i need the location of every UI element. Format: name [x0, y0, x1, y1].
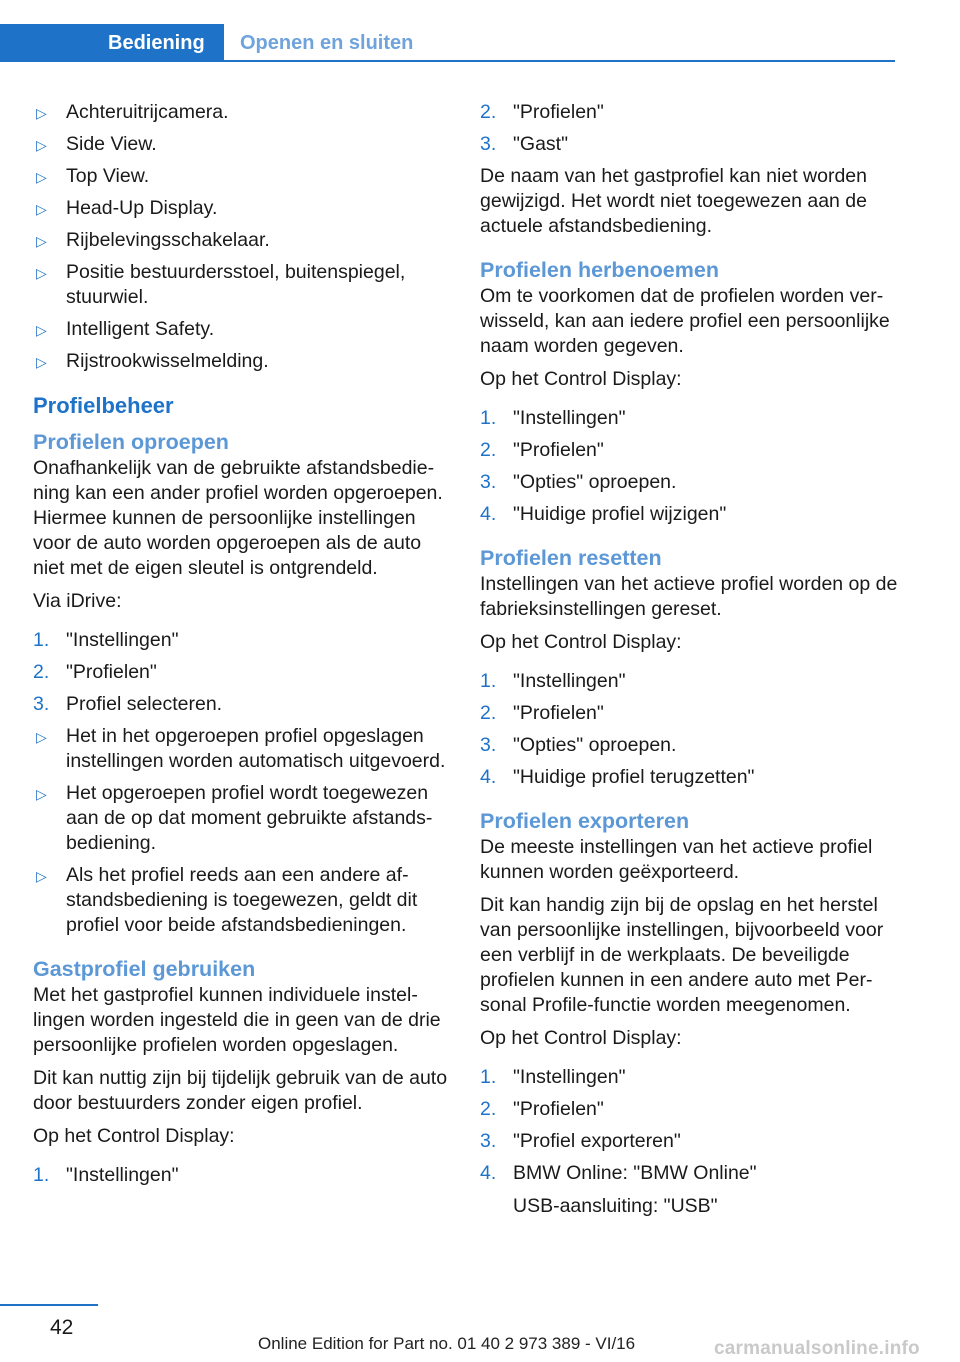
triangle-bullet-icon: ▷	[36, 137, 47, 153]
heading-profielbeheer: Profielbeheer	[33, 393, 174, 418]
list-item: 3. "Gast"	[480, 133, 569, 155]
list-item: 1. "Instellingen"	[480, 1066, 626, 1088]
footer-rule	[0, 1304, 98, 1306]
list-item: 3. Profiel selecteren.	[33, 693, 223, 715]
list-item-continuation: USB-aansluiting: "USB"	[513, 1195, 718, 1217]
list-item: ▷ Het in het opgeroepen profiel opgeslagen instellingen worden automatisch uitgevoerd.	[36, 725, 446, 772]
list-item: 4. "Huidige profiel wijzigen"	[480, 503, 727, 525]
list-item: ▷ Als het profiel reeds aan een andere afstandsbediening is toegewezen, geldt dit profiel voor beide afstandsbedieningen.	[36, 864, 418, 936]
intro-bullet-list	[33, 100, 451, 374]
list-item: 2. "Profielen"	[33, 661, 157, 683]
list-item: 3. "Opties" oproepen.	[480, 471, 677, 493]
list-item: 2. "Profielen"	[480, 101, 604, 123]
list-item: 1. "Instellingen"	[33, 1164, 179, 1186]
heading-herbenoemen: Profielen herbenoemen	[480, 258, 719, 282]
paragraph: Via iDrive:	[33, 590, 122, 612]
triangle-bullet-icon: ▷	[36, 868, 47, 884]
tab-openen-en-sluiten: Openen en sluiten	[240, 32, 414, 54]
heading-gastprofiel: Gastprofiel gebruiken	[33, 957, 256, 981]
list-item: 3. "Opties" oproepen.	[480, 734, 677, 756]
list-item: ▷ Intelligent Safety.	[33, 317, 451, 342]
header-rule	[0, 60, 895, 62]
list-item: 3. "Profiel exporteren"	[480, 1130, 681, 1152]
list-item: ▷ Head-Up Display.	[33, 196, 451, 221]
watermark: carmanualsonline.info	[714, 1338, 920, 1359]
paragraph: Met het gastprofiel kunnen individuele instellingen worden ingesteld die in geen van de drie persoonlijke profielen worden opgeslagen.	[33, 984, 441, 1056]
heading-profielen-oproepen: Profielen oproepen	[33, 430, 229, 454]
heading-exporteren: Profielen exporteren	[480, 809, 690, 833]
triangle-bullet-icon: ▷	[36, 265, 47, 281]
triangle-bullet-icon: ▷	[36, 201, 47, 217]
triangle-bullet-icon: ▷	[36, 169, 47, 185]
right-column	[480, 100, 900, 1226]
steps-oproepen	[33, 628, 451, 938]
paragraph: Onafhankelijk van de gebruikte afstandsbediening kan een ander profiel worden opgeroepen. Hiermee kunnen de persoonlijke instellingen voor de auto worden opgeroepen als de auto niet met de eigen sleutel is ontgrendeld.	[33, 457, 443, 579]
list-item: ▷ Side View.	[33, 132, 451, 157]
tab-bediening: Bediening	[0, 24, 224, 62]
triangle-bullet-icon: ▷	[36, 233, 47, 249]
list-item: 4. "Huidige profiel terugzetten"	[480, 766, 755, 788]
list-item: 1. "Instellingen"	[33, 629, 179, 651]
page-number: 42	[50, 1316, 74, 1339]
heading-resetten: Profielen resetten	[480, 546, 662, 570]
list-item: 2. "Profielen"	[480, 439, 604, 461]
triangle-bullet-icon: ▷	[36, 322, 47, 338]
paragraph: Op het Control Display:	[33, 1125, 235, 1147]
list-item: 4. BMW Online: "BMW Online"	[480, 1162, 757, 1184]
list-item: 2. "Profielen"	[480, 1098, 604, 1120]
paragraph: Op het Control Display:	[480, 1027, 682, 1049]
paragraph: De meeste instellingen van het actieve profiel kunnen worden geëxporteerd.	[480, 836, 873, 883]
paragraph: Dit kan nuttig zijn bij tijdelijk gebruik van de auto door bestuurders zonder eigen profiel.	[33, 1067, 448, 1114]
list-item: 2. "Profielen"	[480, 702, 604, 724]
triangle-bullet-icon: ▷	[36, 729, 47, 745]
list-item: ▷ Positie bestuurdersstoel, buitenspiegel, stuurwiel.	[36, 261, 406, 308]
list-item: ▷ Achteruitrijcamera.	[33, 100, 451, 125]
list-item: ▷ Rijbelevingsschakelaar.	[33, 228, 451, 253]
list-item: ▷ Rijstrookwisselmelding.	[33, 349, 451, 374]
list-item: 1. "Instellingen"	[480, 407, 626, 429]
paragraph: Op het Control Display:	[480, 368, 682, 390]
list-item: ▷ Top View.	[33, 164, 451, 189]
page-header	[0, 0, 895, 62]
edition-text: Online Edition for Part no. 01 40 2 973 389 - VI/16	[258, 1334, 636, 1353]
triangle-bullet-icon: ▷	[36, 105, 47, 121]
paragraph: Om te voorkomen dat de profielen worden verwisseld, kan aan iedere profiel een persoonlijke naam worden gegeven.	[480, 285, 890, 357]
triangle-bullet-icon: ▷	[36, 354, 47, 370]
triangle-bullet-icon: ▷	[36, 786, 47, 802]
left-column	[33, 100, 451, 1195]
paragraph: De naam van het gastprofiel kan niet worden gewijzigd. Het wordt niet toegewezen aan de actuele afstandsbediening.	[480, 165, 867, 237]
paragraph: Dit kan handig zijn bij de opslag en het herstel van persoonlijke instellingen, bijvoorbeeld voor een verblijf in de werkplaats. De beveiligde profielen kunnen in een andere auto met Personal Profile-functie worden meegenomen.	[480, 894, 884, 1016]
paragraph: Instellingen van het actieve profiel worden op de fabrieksinstellingen gereset.	[480, 573, 898, 620]
paragraph: Op het Control Display:	[480, 631, 682, 653]
list-item: 1. "Instellingen"	[480, 670, 626, 692]
list-item: ▷ Het opgeroepen profiel wordt toegewezen aan de op dat moment gebruikte afstandsbediening.	[36, 782, 433, 854]
